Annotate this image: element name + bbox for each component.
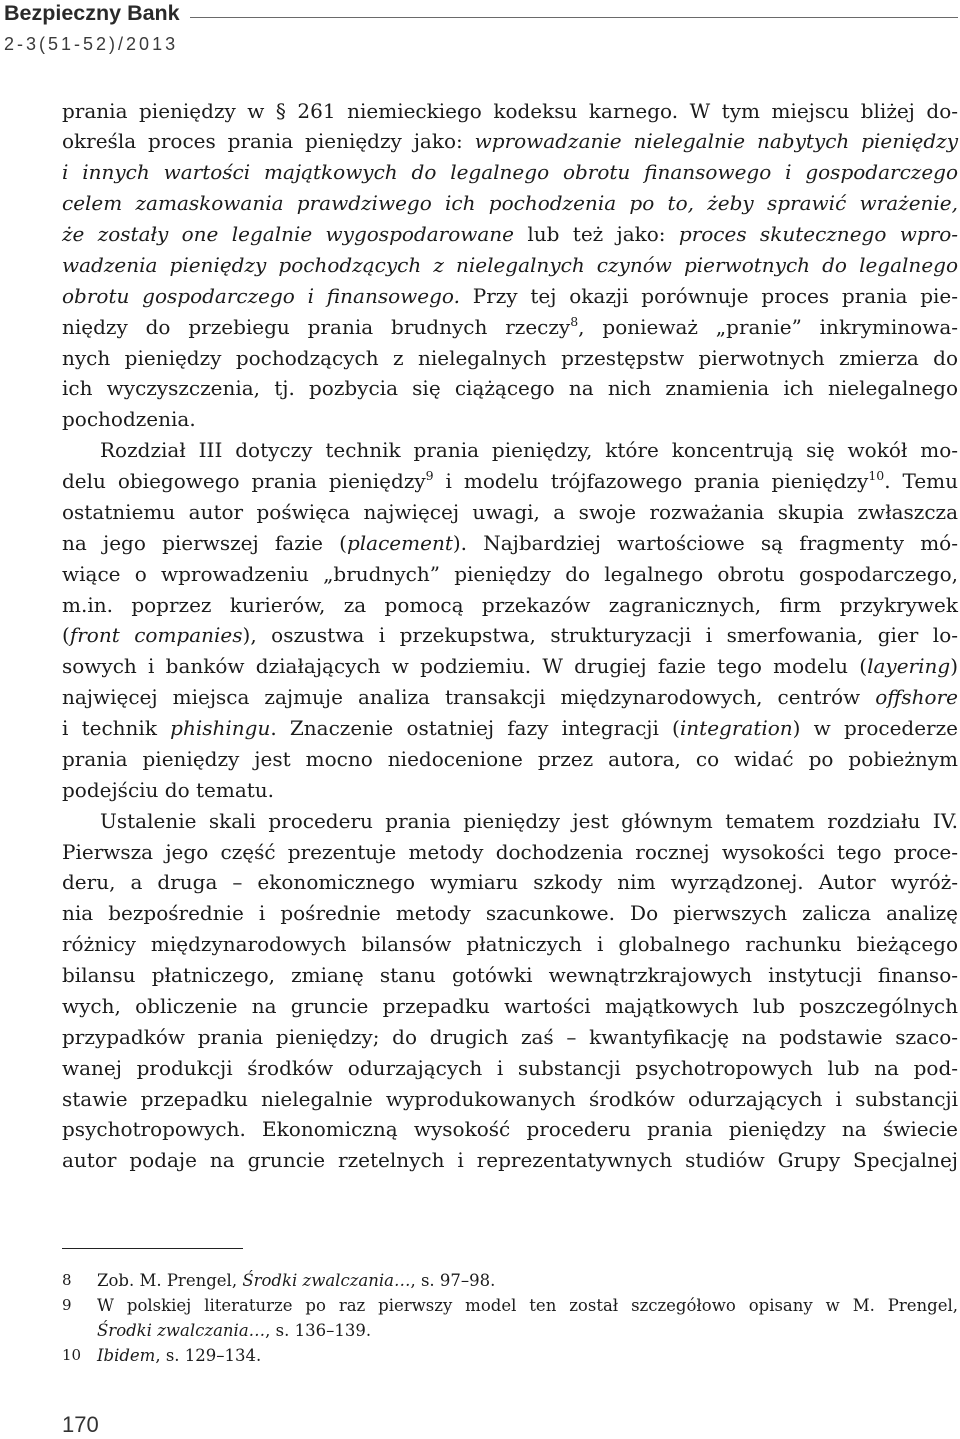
italic-text-run: wadzenia pieniędzy pochodzących z nielegalnych czynów pierwotnych do legalnego <box>62 252 958 277</box>
text-line <box>62 744 958 775</box>
paragraph-first-line <box>62 435 958 466</box>
text-run: . Temu <box>884 469 959 494</box>
text-run: ) w procederze <box>792 716 958 741</box>
footnote-reference: 10 <box>868 468 885 484</box>
italic-text-run: phishingu <box>170 716 271 741</box>
text-run: . Znaczenie ostatniej fazy integracji ( <box>270 716 680 741</box>
text-run: , s. 136–139. <box>265 1320 372 1340</box>
footnote-text <box>97 1293 958 1318</box>
text-run: na jego pierwszej fazie ( <box>62 530 347 555</box>
italic-text-run: placement <box>346 530 453 555</box>
footnote-text <box>97 1268 958 1293</box>
text-run: Pierwsza jego część prezentuje metody dochodzenia rocznej wysokości tego proce- <box>62 839 958 864</box>
text-line <box>62 713 958 744</box>
italic-text-run: front companies <box>69 623 243 648</box>
text-line <box>62 1022 958 1053</box>
text-line <box>62 590 958 621</box>
text-run: i modelu trójfazowego prania pieniędzy <box>433 469 869 494</box>
footnote-number: 8 <box>62 1270 72 1289</box>
text-line <box>62 867 958 898</box>
text-run: lub też jako: <box>514 222 679 247</box>
text-run: Przy tej okazji porównuje proces prania pie- <box>459 283 958 308</box>
text-line <box>62 126 958 157</box>
italic-text-run: i innych wartości majątkowych do legalnego obrotu finansowego i gospodarczego <box>62 160 958 185</box>
text-line <box>62 466 958 497</box>
text-run: wych, obliczenie na gruncie przepadku wartości majątkowych lub poszczególnych <box>62 993 958 1018</box>
text-line <box>62 837 958 868</box>
text-run: ), oszustwa i przekupstwa, strukturyzacji i smerfowania, gier lo- <box>242 623 958 648</box>
text-run: najwięcej miejsca zajmuje analiza transakcji międzynarodowych, centrów <box>62 685 876 710</box>
text-line <box>62 157 958 188</box>
text-run: autor podaje na gruncie rzetelnych i reprezentatywnych studiów Grupy Specjalnej <box>62 1148 958 1173</box>
text-run: wanej produkcji środków odurzających i substancji psychotropowych lub na pod- <box>62 1055 958 1080</box>
text-run: niędzy do przebiegu prania brudnych rzeczy <box>62 314 571 339</box>
text-line <box>62 898 958 929</box>
footnotes <box>62 1268 958 1368</box>
text-run: , ponieważ „pranie” inkryminowa- <box>578 314 959 339</box>
text-line <box>62 960 958 991</box>
text-run: i technik <box>62 716 171 741</box>
text-run: Zob. M. Prengel, <box>97 1270 243 1290</box>
text-run: sowych i banków działających w podziemiu. W drugiej fazie tego modelu ( <box>62 654 868 679</box>
text-run: , s. 129–134. <box>155 1345 262 1365</box>
italic-text-run: że zostały one legalnie wygospodarowane <box>62 222 515 247</box>
italic-text-run: wprowadzanie nielegalnie nabytych pieniędzy <box>474 129 958 154</box>
footnote-number <box>62 1318 97 1343</box>
text-run: podejściu do tematu. <box>62 777 275 802</box>
text-run: określa proces prania pieniędzy jako: <box>62 129 475 154</box>
italic-text-run: Środki zwalczania… <box>97 1320 266 1340</box>
italic-text-run: Ibidem <box>97 1345 156 1365</box>
text-line <box>62 497 958 528</box>
footnote-separator <box>62 1248 243 1249</box>
footnote-number: 10 <box>62 1345 82 1364</box>
text-line <box>62 559 958 590</box>
text-run: różnicy międzynarodowych bilansów płatniczych i globalnego rachunku bieżącego <box>62 932 958 957</box>
text-run: Rozdział III dotyczy technik prania pieniędzy, które koncentrują się wokół mo- <box>100 438 958 463</box>
text-line <box>62 281 958 312</box>
text-line <box>62 929 958 960</box>
text-run: deru, a druga – ekonomicznego wymiaru szkody nim wyrządzonej. Autor wyróż- <box>62 870 958 895</box>
footnote-row <box>62 1318 958 1343</box>
italic-text-run: Środki zwalczania… <box>242 1270 411 1290</box>
text-run: nych pieniędzy pochodzących z nielegalnych przestępstw pierwotnych zmierza do <box>62 345 958 370</box>
text-line <box>62 651 958 682</box>
text-line <box>62 682 958 713</box>
text-run: ( <box>62 623 70 648</box>
text-line <box>62 528 958 559</box>
text-line <box>62 373 958 404</box>
text-run: Ustalenie skali procederu prania pieniędzy jest głównym tematem rozdziału IV. <box>100 808 958 833</box>
text-run: ich wyczyszczenia, tj. pozbycia się ciążącego na nich znamienia ich nielegalnego <box>62 376 958 401</box>
italic-text-run: proces skutecznego wpro- <box>678 222 958 247</box>
text-run: ) <box>950 654 958 679</box>
page-number: 170 <box>62 1412 99 1437</box>
text-line <box>62 775 958 806</box>
text-line <box>62 219 958 250</box>
footnote-reference: 9 <box>425 468 434 484</box>
text-run: prania pieniędzy jest mocno niedocenione przez autora, co widać po pobieżnym <box>62 746 958 771</box>
footnote-number: 9 <box>62 1295 72 1314</box>
footnote-row <box>62 1268 958 1293</box>
italic-text-run: obrotu gospodarczego i finansowego. <box>62 283 460 308</box>
footnote-text <box>97 1343 958 1368</box>
footnote-text <box>97 1318 958 1343</box>
text-line <box>62 188 958 219</box>
journal-title: Bezpieczny Bank <box>4 1 180 25</box>
header-rule <box>190 17 958 18</box>
text-line <box>62 343 958 374</box>
text-run: , s. 97–98. <box>410 1270 496 1290</box>
text-line <box>62 312 958 343</box>
text-run: m.in. poprzez kurierów, za pomocą przekazów zagranicznych, firm przykrywek <box>62 592 958 617</box>
text-run: pochodzenia. <box>62 407 196 432</box>
text-run: bilansu płatniczego, zmianę stanu gotówki wewnątrzkrajowych instytucji finanso- <box>62 963 958 988</box>
text-run: ). Najbardziej wartościowe są fragmenty mó- <box>452 530 958 555</box>
footnote-row <box>62 1293 958 1318</box>
text-run: delu obiegowego prania pieniędzy <box>62 469 426 494</box>
text-run: psychotropowych. Ekonomiczną wysokość procederu prania pieniędzy na świecie <box>62 1117 958 1142</box>
text-line <box>62 250 958 281</box>
text-line <box>62 1114 958 1145</box>
italic-text-run: celem zamaskowania prawdziwego ich pochodzenia po to, żeby sprawić wrażenie, <box>62 191 958 216</box>
text-line <box>62 1084 958 1115</box>
text-run: ostatniemu autor poświęca najwięcej uwagi, a swoje rozważania skupia zwłaszcza <box>62 499 958 524</box>
text-line <box>62 620 958 651</box>
text-run: stawie przepadku nielegalnie wyprodukowanych środków odurzających i substancji <box>62 1086 958 1111</box>
footnote-row <box>62 1343 958 1368</box>
footnote-reference: 8 <box>570 313 579 329</box>
text-run: przypadków prania pieniędzy; do drugich zaś – kwantyfikację na podstawie szaco- <box>62 1024 958 1049</box>
text-line <box>62 991 958 1022</box>
text-line <box>62 1053 958 1084</box>
text-line <box>62 96 958 127</box>
journal-issue: 2-3(51-52)/2013 <box>4 34 179 54</box>
text-run: prania pieniędzy w § 261 niemieckiego kodeksu karnego. W tym miejscu bliżej do- <box>62 98 958 123</box>
text-run: W polskiej literaturze po raz pierwszy model ten został szczegółowo opisany w M. Prengel, <box>97 1295 958 1315</box>
article-body <box>62 96 958 1177</box>
italic-text-run: layering <box>867 654 951 679</box>
text-run: nia bezpośrednie i pośrednie metody szacunkowe. Do pierwszych zalicza analizę <box>62 901 958 926</box>
text-line <box>62 404 958 435</box>
italic-text-run: offshore <box>875 685 958 710</box>
paragraph-first-line <box>62 806 958 837</box>
italic-text-run: integration <box>679 716 793 741</box>
text-line <box>62 1145 958 1176</box>
text-run: wiące o wprowadzeniu „brudnych” pieniędzy do legalnego obrotu gospodarczego, <box>62 561 958 586</box>
